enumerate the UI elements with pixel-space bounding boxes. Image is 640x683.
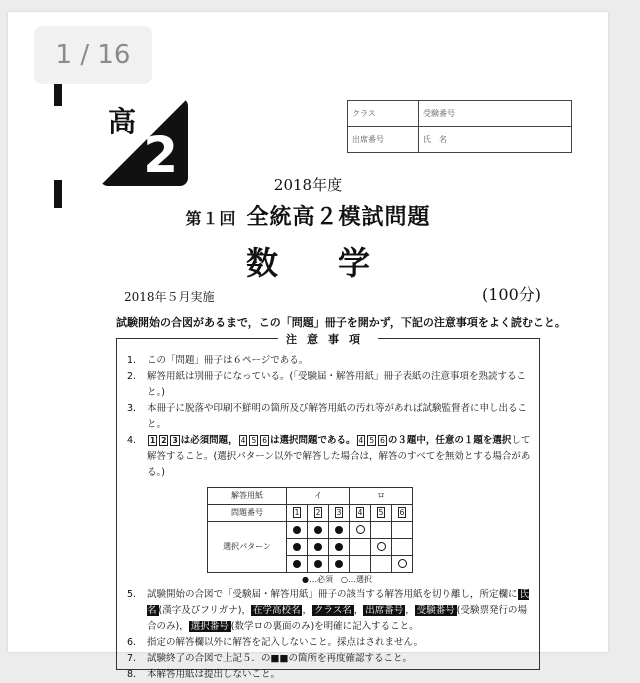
- seat-number-label: 出席番号: [348, 127, 419, 153]
- exam-title-text: 全統高２模試問題: [246, 204, 431, 230]
- required-mark: [335, 526, 343, 534]
- subject-title: 数学: [245, 244, 430, 282]
- selectable-mark: [398, 559, 407, 568]
- class-label: クラス: [348, 101, 419, 127]
- required-mark: [293, 543, 301, 551]
- note-item: 7. 試験終了の合図で上記５．の■■の箇所を再度確認すること。: [127, 653, 412, 664]
- required-mark: [335, 543, 343, 551]
- exam-date: 2018年５月実施: [124, 290, 215, 304]
- required-mark: [335, 560, 343, 568]
- note-item: 6. 指定の解答欄以外に解答を記入しないこと。採点はされません。: [127, 637, 424, 648]
- selectable-mark: [356, 525, 365, 534]
- notes-title: 注意事項: [117, 331, 539, 347]
- exam-duration: (100分): [482, 285, 542, 304]
- notes-list: [127, 353, 531, 683]
- pattern-row: 選択パターン: [208, 522, 413, 539]
- student-info-table: [347, 100, 572, 153]
- note-item: 2. 解答用紙は別冊子になっている。(「受験届・解答用紙」冊子表紙の注意事項を熟読すること。): [127, 371, 526, 398]
- note-item: 1. この「問題」冊子は６ページである。: [127, 355, 309, 366]
- selection-pattern-table: 解答用紙 イ ロ 問題番号 1 2 3 4 5 6 選択パターン: [207, 487, 413, 573]
- note-item: 8. 本解答用紙は提出しないこと。: [127, 669, 281, 680]
- required-mark: [314, 526, 322, 534]
- note-item-5: 5. 試験開始の合図で「受験届・解答用紙」冊子の該当する解答用紙を切り離し，所定欄に 氏名 (漢字及びフリガナ)， 在学高校名 ， クラス名 ， 出席番号 ， 受験番号 (受験票発行の場合のみ)， 選択番号 (数学ロの裏面のみ)を明確に記入すること。: [127, 589, 530, 632]
- grade-logo: [100, 98, 188, 186]
- logo-grade-number: 2: [143, 126, 178, 184]
- required-mark: [314, 543, 322, 551]
- note-item: 3. 本冊子に脱落や印刷不鮮明の箇所及び解答用紙の汚れ等があれば試験監督者に申し出ること。: [127, 403, 528, 430]
- exam-round: 第１回: [185, 209, 237, 228]
- logo-grade-char: 高: [108, 105, 137, 138]
- required-mark: [314, 560, 322, 568]
- document-page: [8, 12, 608, 680]
- required-mark: [293, 560, 301, 568]
- name-label: 氏 名: [419, 127, 572, 153]
- notes-box: [116, 333, 540, 680]
- registration-mark-top: [54, 84, 62, 106]
- page-indicator[interactable]: 1 / 16: [34, 26, 152, 84]
- note-item-4: 4. 1 2 3 は必須問題， 4 5 6 は選択問題である。 4 5 6 の３題中，任意の１題を選択して解答すること。(選択パターン以外で解答した場合は，解答のすべてを無効とする場合がある。): [127, 435, 531, 478]
- exam-number-label: 受験番号: [419, 101, 572, 127]
- exam-year: 2018年度: [273, 176, 343, 194]
- selectable-mark: [377, 542, 386, 551]
- pattern-legend: ●…必須 ○…選択: [302, 575, 372, 584]
- instruction-intro: 試験開始の合図があるまで，この「問題」冊子を開かず，下記の注意事項をよく読むこと。: [116, 316, 566, 329]
- exam-title: [8, 200, 608, 231]
- required-mark: [293, 526, 301, 534]
